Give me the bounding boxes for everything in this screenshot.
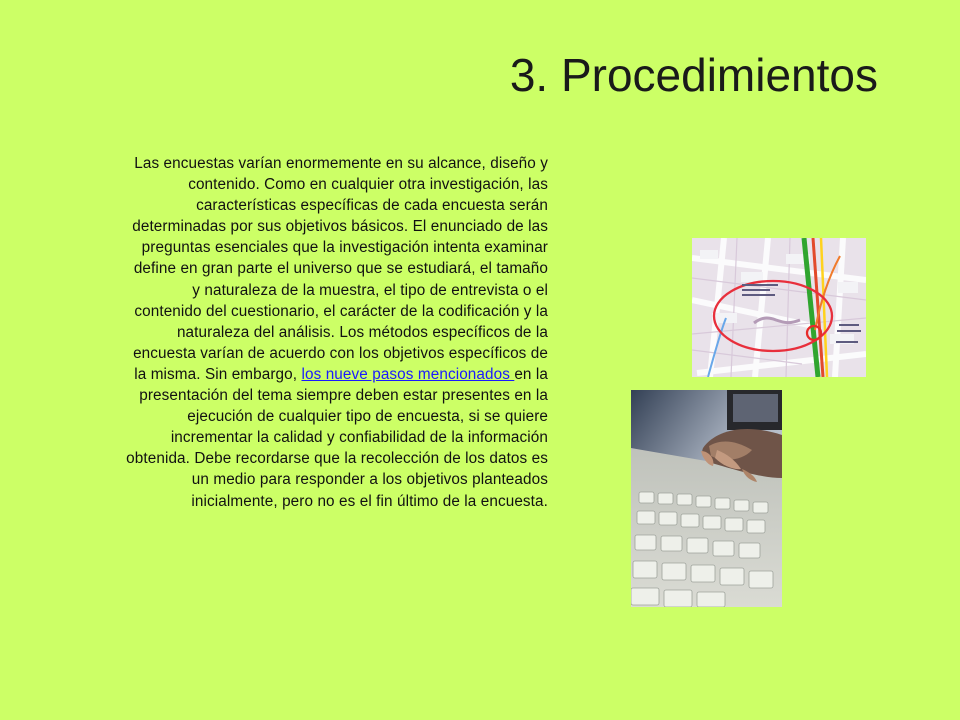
keyboard-image (631, 390, 782, 607)
slide-title: 3. Procedimientos (509, 49, 878, 101)
nine-steps-link[interactable]: los nueve pasos mencionados (301, 365, 515, 383)
paragraph-text-before-link: Las encuestas varían enormemente en su alcance, diseño y contenido. Como en cualquier otra investigación, las características específicas de cada encuesta serán determinadas por sus objetivos básicos. El enunciado de las preguntas esenciales que la investigación intenta examinar define en gran parte el universo que se estudiará, el tamaño y naturaleza de la muestra, el tipo de entrevista o el contenido del cuestionario, el carácter de la codificación y la naturaleza del análisis. Los métodos específicos de la encuesta varían de acuerdo con los objetivos específicos de la misma. Sin embargo, (132, 155, 548, 383)
map-image (692, 238, 866, 377)
paragraph-text-after-link: en la presentación del tema siempre deben estar presentes en la ejecución de cualquier tipo de encuesta, si se quiere incrementar la calidad y confiabilidad de la información obtenida. Debe recordarse que la recolección de los datos es un medio para responder a los objetivos planteados inicialmente, pero no es el fin último de la encuesta. (126, 365, 548, 510)
body-paragraph (126, 153, 548, 512)
